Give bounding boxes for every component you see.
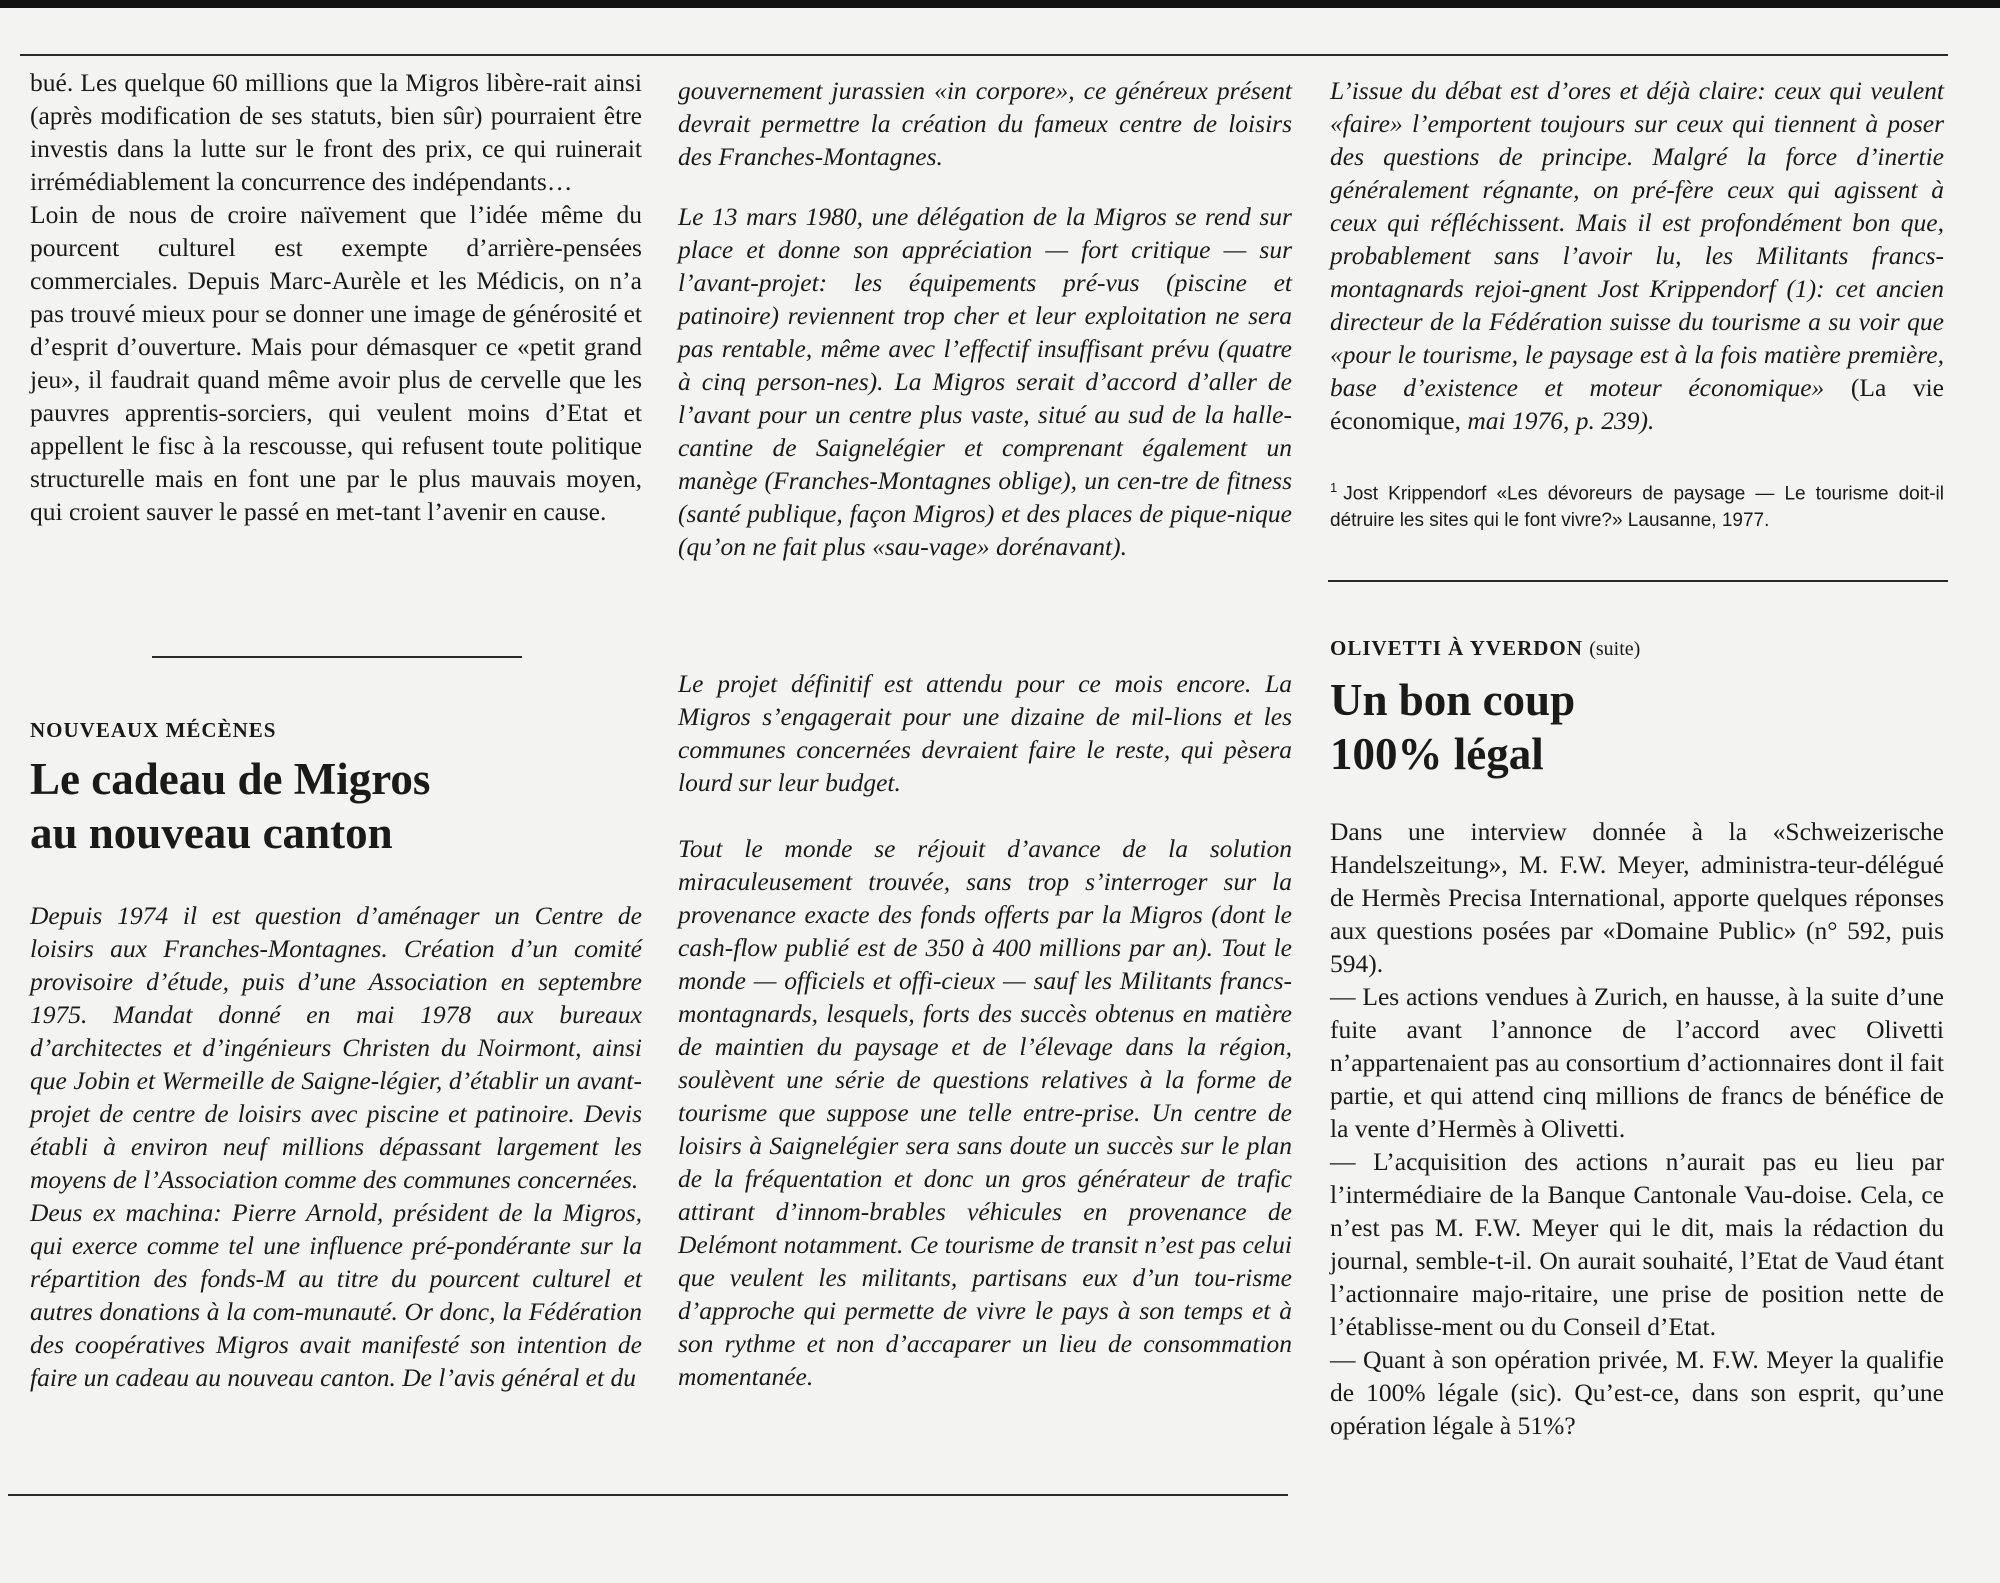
footnote-text: Jost Krippendorf «Les dévoreurs de paysage — Le tourisme doit-il détruire les sites qui le font vivre?» Lausanne, 1977. — [1330, 483, 1944, 532]
col2-paragraph: Le projet définitif est attendu pour ce mois encore. La Migros s’engagerait pour une dizaine de mil-lions et les communes concernées devraient faire le reste, qui pèsera lourd sur leur budget. — [678, 669, 1292, 797]
col3-quote-paragraph: L’issue du débat est d’ores et déjà claire: ceux qui veulent «faire» l’emportent toujours sur ceux qui tiennent à poser des questions de principe. Malgré la force d’inertie généralement régnante, on pré-fère ceux qui agissent à ceux qui réfléchissent. Mais il est profondément bon que, probablement sans l’avoir lu, les Militants francs-montagnards rejoi-gnent Jost Krippendorf (1): cet ancien directeur de la Fédération suisse du tourisme a su voir que «pour le tourisme, le paysage est à la fois matière première, base d’existence et moteur économique» — [1330, 76, 1944, 402]
col2-text-block — [678, 832, 1292, 1393]
section-divider — [1328, 580, 1948, 582]
article-headline — [30, 752, 430, 860]
section-kicker — [1330, 636, 1640, 661]
col3-article-text — [1330, 815, 1944, 1442]
kicker-text: OLIVETTI À YVERDON — [1330, 636, 1583, 660]
col1-paragraph: Loin de nous de croire naïvement que l’idée même du pourcent culturel est exempte d’arrière-pensées commerciales. Depuis Marc-Aurèle et les Médicis, on n’a pas trouvé mieux pour se donner une image de générosité et d’esprit d’ouverture. Mais pour démasquer ce «petit grand jeu», il faudrait quand même avoir plus de cervelle que les pauvres apprentis-sorciers, qui veulent moins d’Etat et appellent le fisc à la rescousse, qui refusent toute politique structurelle mais en font une par le plus mauvais moyen, qui croient sauver le passé en met-tant l’avenir en cause. — [30, 200, 642, 526]
col2-text-block — [678, 667, 1292, 799]
footnote — [1330, 474, 1944, 534]
citation-reference: mai 1976, p. 239). — [1467, 406, 1655, 435]
col3-paragraph: — Quant à son opération privée, M. F.W. Meyer la qualifie de 100% légale (sic). Qu’est-ce, dans son esprit, qu’une opération légale à 51%? — [1330, 1345, 1944, 1440]
col2-paragraph: Tout le monde se réjouit d’avance de la solution miraculeusement trouvée, sans trop s’interroger sur la provenance exacte des fonds offerts par la Migros (dont le cash-flow publié est de 350 à 400 millions par an). Tout le monde — officiels et offi-cieux — sauf les Militants francs-montagnards, lesquels, forts des succès obtenus en matière de maintien du paysage et de l’élevage dans la région, soulèvent une série de questions relatives à la forme de tourisme que suppose une telle entre-prise. Un centre de loisirs à Saignelégier sera sans doute un succès sur le plan de la fréquentation et donc un gros générateur de trafic attirant d’innom-brables véhicules en provenance de Delémont notamment. Ce tourisme de transit n’est pas celui que veulent les militants, partisans eux d’un tou-risme d’approche qui permette de vivre le pays à son temps et à son rythme et non d’accaparer un lieu de consommation momentanée. — [678, 834, 1292, 1391]
col3-top-text — [1330, 74, 1944, 437]
col2-paragraph: Le 13 mars 1980, une délégation de la Migros se rend sur place et donne son appréciation — fort critique — sur l’avant-projet: les équipements pré-vus (piscine et patinoire) reviennent trop cher et leur exploitation ne sera pas rentable, même avec l’effectif insuffisant prévu (quatre à cinq person-nes). La Migros serait d’accord d’aller de l’avant pour un centre plus vaste, situé au sud de la halle-cantine de Saignelégier et comprenant également un manège (Franches-Montagnes oblige), un cen-tre de fitness (santé publique, façon Migros) et des places de pique-nique (qu’on ne fait plus «sau-vage» dorénavant). — [678, 202, 1292, 561]
col1-top-text — [30, 66, 642, 528]
citation-source: (La vie économique, — [1330, 373, 1944, 435]
article-headline — [1330, 673, 1575, 781]
top-edge-rule — [0, 0, 2000, 8]
headline-line: au nouveau canton — [30, 808, 393, 858]
headline-line: 100% légal — [1330, 729, 1544, 779]
col3-paragraph: Dans une interview donnée à la «Schweizerische Handelszeitung», M. F.W. Meyer, administra-teur-délégué de Hermès Precisa International, apporte quelques réponses aux questions posées par «Domaine Public» (n° 592, puis 594). — [1330, 817, 1944, 978]
headline-line: Un bon coup — [1330, 675, 1576, 725]
header-rule — [20, 54, 1948, 56]
col3-paragraph: — L’acquisition des actions n’aurait pas eu lieu par l’intermédiaire de la Banque Cantonale Vau-doise. Cela, ce n’est pas M. F.W. Meyer qui le dit, mais la rédaction du journal, semble-t-il. On aurait souhaité, l’Etat de Vaud étant l’actionnaire majo-ritaire, une prise de position nette de l’établisse-ment ou du Conseil d’Etat. — [1330, 1147, 1944, 1341]
col1-paragraph: Deus ex machina: Pierre Arnold, président de la Migros, qui exerce comme tel une influence pré-pondérante sur la répartition des fonds-M au titre du pourcent culturel et autres donations à la com-munauté. Or donc, la Fédération des coopératives Migros avait manifesté son intention de faire un cadeau au nouveau canton. De l’avis général et du — [30, 1198, 642, 1392]
bottom-rule — [8, 1494, 1288, 1496]
footnote-number: 1 — [1330, 480, 1338, 495]
col3-paragraph — [1330, 74, 1944, 437]
col3-paragraph: — Les actions vendues à Zurich, en hausse, à la suite d’une fuite avant l’annonce de l’accord avec Olivetti n’appartenaient pas au consortium d’actionnaires dont il fait partie, et qui attend cinq millions de francs de bénéfice de la vente d’Hermès à Olivetti. — [1330, 982, 1944, 1143]
col1-paragraph: bué. Les quelque 60 millions que la Migros libère-rait ainsi (après modification de ses statuts, bien sûr) pourraient être investis dans la lutte sur le front des prix, ce qui ruinerait irrémédiablement la concurrence des indépendants… — [30, 68, 642, 196]
col2-text-block — [678, 200, 1292, 563]
col2-text-block — [678, 74, 1292, 173]
col1-article-text — [30, 899, 642, 1394]
headline-line: Le cadeau de Migros — [30, 754, 431, 804]
section-divider — [152, 656, 522, 658]
col1-paragraph: Depuis 1974 il est question d’aménager un Centre de loisirs aux Franches-Montagnes. Création d’un comité provisoire d’étude, puis d’une Association en septembre 1975. Mandat donné en mai 1978 aux bureaux d’architectes et d’ingénieurs Christen du Noirmont, ainsi que Jobin et Wermeille de Saigne-légier, d’établir un avant-projet de centre de loisirs avec piscine et patinoire. Devis établi à environ neuf millions dépassant largement les moyens de l’Association comme des communes concernées. — [30, 901, 642, 1194]
section-kicker: NOUVEAUX MÉCÈNES — [30, 718, 277, 742]
col2-paragraph: gouvernement jurassien «in corpore», ce généreux présent devrait permettre la création du fameux centre de loisirs des Franches-Montagnes. — [678, 76, 1292, 171]
kicker-suffix: (suite) — [1589, 638, 1641, 660]
